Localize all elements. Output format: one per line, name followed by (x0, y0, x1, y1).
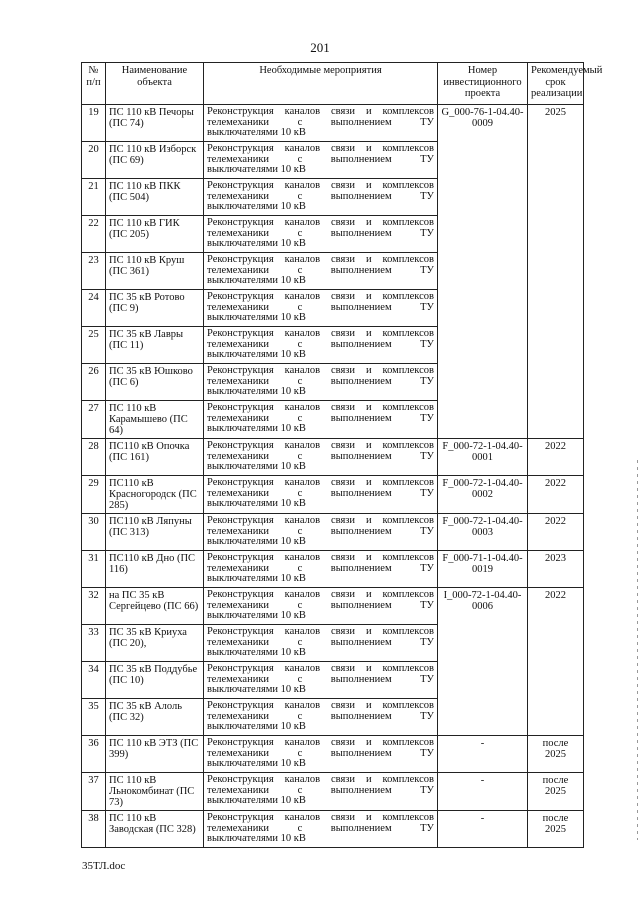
measure-text-line1: Реконструкция каналов связи и комплексов (207, 254, 434, 265)
implementation-term: после 2025 (528, 736, 584, 773)
row-number: 37 (82, 773, 106, 811)
object-name: на ПС 35 кВ Сергейцево (ПС 66) (106, 588, 204, 625)
measure-cell (204, 179, 438, 216)
measure-text-line1: Реконструкция каналов связи и комплексов (207, 402, 434, 413)
row-number: 36 (82, 736, 106, 773)
object-name: ПС110 кВ Ляпуны (ПС 313) (106, 514, 204, 551)
measure-text-line3: выключателями 10 кВ (207, 536, 306, 548)
table-body (82, 105, 584, 848)
object-name: ПС 110 кВ Заводская (ПС 328) (106, 811, 204, 848)
measure-text-line2: телемеханики с выполнением ТУ (207, 673, 434, 685)
project-number: I_000-72-1-04.40-0006 (438, 588, 528, 736)
measure-text-line3: выключателями 10 кВ (207, 238, 306, 250)
object-name: ПС110 кВ Красногородск (ПС 285) (106, 476, 204, 514)
object-name: ПС110 кВ Опочка (ПС 161) (106, 439, 204, 476)
measure-text-line2: телемеханики с выполнением ТУ (207, 710, 434, 722)
measure-cell (204, 105, 438, 142)
measure-text-line2: телемеханики с выполнением ТУ (207, 562, 434, 574)
object-name: ПС 110 кВ ГИК (ПС 205) (106, 216, 204, 253)
measure-cell (204, 439, 438, 476)
implementation-term: 2025 (528, 105, 584, 439)
measure-text-line2: телемеханики с выполнением ТУ (207, 636, 434, 648)
measure-cell (204, 625, 438, 662)
header-num: № п/п (82, 63, 106, 105)
object-name: ПС 110 кВ Льнокомбинат (ПС 73) (106, 773, 204, 811)
implementation-term: после 2025 (528, 811, 584, 848)
table-row (82, 588, 584, 625)
measure-text-line3: выключателями 10 кВ (207, 127, 306, 139)
object-name: ПС 35 кВ Криуха (ПС 20), (106, 625, 204, 662)
row-number: 33 (82, 625, 106, 662)
object-name: ПС 110 кВ Круш (ПС 361) (106, 253, 204, 290)
measure-text-line2: телемеханики с выполнением ТУ (207, 153, 434, 165)
measure-text-line2: телемеханики с выполнением ТУ (207, 227, 434, 239)
table-row (82, 514, 584, 551)
measure-text-line1: Реконструкция каналов связи и комплексов (207, 812, 434, 823)
measure-cell (204, 364, 438, 401)
measure-text-line3: выключателями 10 кВ (207, 386, 306, 398)
measure-text-line1: Реконструкция каналов связи и комплексов (207, 328, 434, 339)
measure-cell (204, 401, 438, 439)
header-object: Наименование объекта (106, 63, 204, 105)
project-number: G_000-76-1-04.40-0009 (438, 105, 528, 439)
measures-table (81, 62, 603, 848)
measure-cell (204, 290, 438, 327)
measure-cell (204, 476, 438, 514)
project-number: F_000-72-1-04.40-0001 (438, 439, 528, 476)
measure-text-line2: телемеханики с выполнением ТУ (207, 450, 434, 462)
measure-cell (204, 811, 438, 848)
table-row (82, 551, 584, 588)
measure-text-line3: выключателями 10 кВ (207, 684, 306, 696)
row-number: 21 (82, 179, 106, 216)
measure-text-line3: выключателями 10 кВ (207, 758, 306, 770)
measure-text-line2: телемеханики с выполнением ТУ (207, 747, 434, 759)
project-number: F_000-71-1-04.40-0019 (438, 551, 528, 588)
table-row (82, 476, 584, 514)
project-number: - (438, 811, 528, 848)
object-name: ПС 35 кВ Алоль (ПС 32) (106, 699, 204, 736)
measure-text-line2: телемеханики с выполнением ТУ (207, 599, 434, 611)
measure-text-line3: выключателями 10 кВ (207, 833, 306, 845)
row-number: 30 (82, 514, 106, 551)
object-name: ПС 110 кВ Изборск (ПС 69) (106, 142, 204, 179)
measure-cell (204, 142, 438, 179)
table-row (82, 736, 584, 773)
measure-text-line1: Реконструкция каналов связи и комплексов (207, 106, 434, 117)
measure-text-line1: Реконструкция каналов связи и комплексов (207, 589, 434, 600)
row-number: 35 (82, 699, 106, 736)
measure-text-line1: Реконструкция каналов связи и комплексов (207, 626, 434, 637)
measure-text-line3: выключателями 10 кВ (207, 461, 306, 473)
header-measures: Необходимые мероприятия (204, 63, 438, 105)
measure-text-line2: телемеханики с выполнением ТУ (207, 338, 434, 350)
header-term: Рекомендуемый срок реализации (528, 63, 584, 105)
implementation-term: после 2025 (528, 773, 584, 811)
row-number: 24 (82, 290, 106, 327)
project-number: - (438, 773, 528, 811)
row-number: 29 (82, 476, 106, 514)
row-number: 27 (82, 401, 106, 439)
table-row (82, 439, 584, 476)
measure-text-line2: телемеханики с выполнением ТУ (207, 412, 434, 424)
row-number: 32 (82, 588, 106, 625)
object-name: ПС 35 кВ Ротово (ПС 9) (106, 290, 204, 327)
row-number: 23 (82, 253, 106, 290)
row-number: 22 (82, 216, 106, 253)
measure-cell (204, 327, 438, 364)
measure-cell (204, 588, 438, 625)
implementation-term: 2023 (528, 551, 584, 588)
scan-edge-mark (637, 460, 638, 840)
object-name: ПС 35 кВ Поддубье (ПС 10) (106, 662, 204, 699)
implementation-term: 2022 (528, 588, 584, 736)
measure-text-line3: выключателями 10 кВ (207, 312, 306, 324)
measure-text-line1: Реконструкция каналов связи и комплексов (207, 663, 434, 674)
measure-text-line3: выключателями 10 кВ (207, 795, 306, 807)
measure-text-line1: Реконструкция каналов связи и комплексов (207, 143, 434, 154)
measure-text-line1: Реконструкция каналов связи и комплексов (207, 440, 434, 451)
object-name: ПС 110 кВ ЭТЗ (ПС 399) (106, 736, 204, 773)
measure-text-line1: Реконструкция каналов связи и комплексов (207, 700, 434, 711)
measure-text-line2: телемеханики с выполнением ТУ (207, 264, 434, 276)
row-number: 19 (82, 105, 106, 142)
measure-text-line3: выключателями 10 кВ (207, 201, 306, 213)
row-number: 38 (82, 811, 106, 848)
measure-text-line3: выключателями 10 кВ (207, 349, 306, 361)
measure-text-line2: телемеханики с выполнением ТУ (207, 301, 434, 313)
measure-text-line3: выключателями 10 кВ (207, 498, 306, 510)
measure-cell (204, 773, 438, 811)
object-name: ПС 35 кВ Юшково (ПС 6) (106, 364, 204, 401)
measure-text-line2: телемеханики с выполнением ТУ (207, 784, 434, 796)
object-name: ПС 110 кВ ПКК (ПС 504) (106, 179, 204, 216)
measure-text-line3: выключателями 10 кВ (207, 721, 306, 733)
implementation-term: 2022 (528, 439, 584, 476)
document-filename: 35ТЛ.doc (82, 860, 126, 872)
measure-text-line3: выключателями 10 кВ (207, 573, 306, 585)
measure-text-line3: выключателями 10 кВ (207, 164, 306, 176)
measure-text-line1: Реконструкция каналов связи и комплексов (207, 477, 434, 488)
measure-text-line1: Реконструкция каналов связи и комплексов (207, 774, 434, 785)
row-number: 31 (82, 551, 106, 588)
measure-text-line1: Реконструкция каналов связи и комплексов (207, 552, 434, 563)
measure-text-line3: выключателями 10 кВ (207, 647, 306, 659)
measure-cell (204, 551, 438, 588)
row-number: 25 (82, 327, 106, 364)
project-number: F_000-72-1-04.40-0003 (438, 514, 528, 551)
measure-text-line1: Реконструкция каналов связи и комплексов (207, 180, 434, 191)
measure-text-line1: Реконструкция каналов связи и комплексов (207, 515, 434, 526)
measure-text-line1: Реконструкция каналов связи и комплексов (207, 217, 434, 228)
measure-cell (204, 253, 438, 290)
measure-text-line2: телемеханики с выполнением ТУ (207, 487, 434, 499)
table-row (82, 811, 584, 848)
row-number: 26 (82, 364, 106, 401)
measure-cell (204, 736, 438, 773)
object-name: ПС 110 кВ Печоры (ПС 74) (106, 105, 204, 142)
row-number: 28 (82, 439, 106, 476)
measure-cell (204, 699, 438, 736)
project-number: F_000-72-1-04.40-0002 (438, 476, 528, 514)
page-number: 201 (310, 40, 330, 55)
measure-text-line2: телемеханики с выполнением ТУ (207, 525, 434, 537)
measure-text-line2: телемеханики с выполнением ТУ (207, 822, 434, 834)
project-number: - (438, 736, 528, 773)
measure-text-line1: Реконструкция каналов связи и комплексов (207, 737, 434, 748)
measure-cell (204, 514, 438, 551)
measure-text-line3: выключателями 10 кВ (207, 610, 306, 622)
object-name: ПС110 кВ Дно (ПС 116) (106, 551, 204, 588)
table-row (82, 105, 584, 142)
object-name: ПС 110 кВ Карамышево (ПС 64) (106, 401, 204, 439)
implementation-term: 2022 (528, 514, 584, 551)
measure-text-line2: телемеханики с выполнением ТУ (207, 190, 434, 202)
measure-cell (204, 662, 438, 699)
table-row (82, 773, 584, 811)
object-name: ПС 35 кВ Лавры (ПС 11) (106, 327, 204, 364)
measure-text-line2: телемеханики с выполнением ТУ (207, 375, 434, 387)
implementation-term: 2022 (528, 476, 584, 514)
header-project: Номер инвестиционного проекта (438, 63, 528, 105)
measure-text-line3: выключателями 10 кВ (207, 275, 306, 287)
measure-text-line3: выключателями 10 кВ (207, 423, 306, 435)
measure-text-line1: Реконструкция каналов связи и комплексов (207, 365, 434, 376)
measure-text-line2: телемеханики с выполнением ТУ (207, 116, 434, 128)
measure-cell (204, 216, 438, 253)
row-number: 34 (82, 662, 106, 699)
table-header-row (82, 63, 584, 105)
measure-text-line1: Реконструкция каналов связи и комплексов (207, 291, 434, 302)
row-number: 20 (82, 142, 106, 179)
